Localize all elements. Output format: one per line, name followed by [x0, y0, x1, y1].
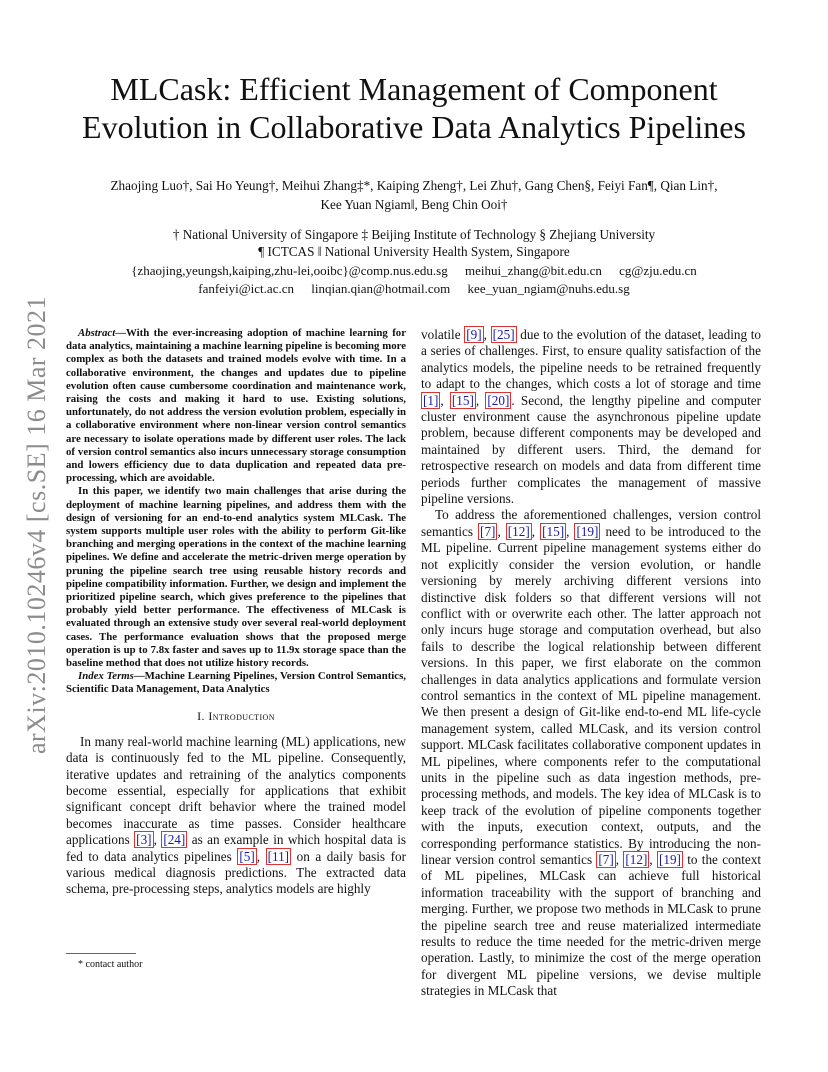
- text-run: ,: [475, 392, 486, 408]
- citation-link[interactable]: [5]: [239, 848, 255, 864]
- affiliation-line-2: ¶ ICTCAS ‖ National University Health System, Singapore: [258, 244, 570, 259]
- text-run: In many real-world machine learning (ML) applications, new data is continuously fed to the ML pipeline. Consequently, iterative updates and retraining of the analytics components become essential, especially for applications that exhibit significant concept drift behavior where the trained model becomes inaccurate as time passes. Consider healthcare applications: [66, 733, 406, 848]
- text-run: as an example in which hospital data is fed to data analytics pipelines: [66, 832, 406, 864]
- text-run: ,: [483, 327, 491, 342]
- section-number: I.: [197, 708, 209, 723]
- citation-link[interactable]: [7]: [598, 852, 614, 867]
- index-terms-label: Index Terms: [78, 670, 134, 683]
- text-run: ,: [649, 852, 657, 867]
- abstract: [66, 327, 406, 697]
- citation-link[interactable]: [12]: [625, 852, 648, 867]
- paper-title-line-1: MLCask: Efficient Management of Component: [110, 71, 718, 107]
- index-terms-text: —Machine Learning Pipelines, Version Control Semantics, Scientific Data Management, Data Analytics: [66, 670, 406, 696]
- abstract-text-1: —With the ever-increasing adoption of machine learning for data analytics, maintaining a machine learning pipeline is becoming more complex as both the datasets and trained models evolve with time. In a collaborative environment, the changes and updates due to pipeline evolution often cause cumbersome coordination and maintenance work, raising the costs and making it hard to use. Existing solutions, unfortunately, do not address the version evolution problem, especially in a collaborative environment where non-linear version control semantics are necessary to isolate operations made by different user roles. The lack of version control semantics also incurs unnecessary storage consumption and lowers efficiency due to data duplication and repeated data pre-processing, which are avoidable.: [66, 327, 406, 485]
- email: meihui_zhang@bit.edu.cn: [464, 263, 602, 278]
- left-column: [66, 327, 406, 898]
- email: linqian.qian@hotmail.com: [311, 280, 451, 296]
- text-run: ,: [615, 852, 624, 867]
- citation-link[interactable]: [19]: [658, 852, 681, 867]
- citation-link[interactable]: [3]: [136, 832, 152, 848]
- right-column: [421, 327, 761, 1000]
- text-run: due to the evolution of the dataset, leading to a series of challenges. First, to ensure quality satisfaction of the analytics models, the pipeline needs to be retrained frequently to adapt to the changes, which costs a lot of storage and time: [421, 327, 761, 392]
- citation-link[interactable]: [19]: [576, 523, 599, 539]
- email-list: [60, 262, 768, 297]
- intro-paragraph-right-1: [421, 327, 761, 507]
- citation-link[interactable]: [11]: [267, 848, 290, 864]
- index-terms: [66, 670, 406, 696]
- abstract-paragraph-2: In this paper, we identify two main challenges that arise during the deployment of machine learning pipelines, and address them with the design of versioning for an end-to-end analytics system MLCask. The system supports multiple user roles with the ability to perform Git-like branching and merging operations in the context of the machine learning pipelines. We define and accelerate the metric-driven merge operation by pruning the pipeline search tree using reusable history records and pipeline compatibility information. Further, we design and implement the prioritized pipeline search, which gives preference to the pipelines that probably yield better performance. The effectiveness of MLCask is evaluated through an extensive study over several real-world deployment cases. The performance evaluation shows that the proposed merge operation is up to 7.8x faster and saves up to 11.9x storage space than the baseline method that does not utilize history records.: [66, 485, 406, 670]
- text-run: need to be introduced to the ML pipeline. Current pipeline management systems either do not explicitly consider the version evolution, or handle versioning by merely archiving different versions into distinctive disk folders so that different versions will not conflict with or overwrite each other. The latter approach not only incurs huge storage and computation overhead, but also fails to describe the logical relationship between different versions. In this paper, we first elaborate on the common challenges in data analytics applications and formulate version control semantics in the context of ML pipeline management. We then present a design of Git-like end-to-end ML life-cycle management system, called MLCask, and its version control support. MLCask facilitates collaborative component updates in ML pipelines, where components refer to the computational units in the pipeline such as data ingestion methods, pre-processing methods, and models. The key idea of MLCask is to keep track of the evolution of pipeline components together with the inputs, execution context, outputs, and the corresponding performance statistics. By introducing the non-linear version control semantics: [421, 523, 762, 867]
- author-list: [60, 176, 768, 214]
- text-run: ,: [440, 392, 450, 408]
- paper-title: [60, 70, 768, 146]
- email: fanfeiyi@ict.ac.cn: [198, 280, 294, 296]
- email: {zhaojing,yeungsh,kaiping,zhu-lei,ooibc}@comp.nus.edu.sg: [131, 263, 448, 278]
- citation-link[interactable]: [20]: [487, 392, 510, 408]
- citation-link[interactable]: [7]: [480, 523, 496, 539]
- email: kee_yuan_ngiam@nuhs.edu.sg: [467, 280, 630, 296]
- email-row-1: [60, 262, 768, 280]
- intro-paragraph-left: [66, 734, 406, 898]
- citation-link[interactable]: [25]: [492, 327, 515, 342]
- abstract-label: Abstract: [78, 327, 116, 339]
- footnote-rule: [66, 953, 136, 954]
- citation-link[interactable]: [15]: [542, 523, 565, 539]
- intro-paragraph-right-2: [421, 507, 761, 999]
- text-run: ,: [531, 523, 541, 539]
- text-run: To address the aforementioned challenges, version control semantics: [421, 507, 761, 539]
- paper-title-line-2: Evolution in Collaborative Data Analytics Pipelines: [82, 109, 746, 145]
- section-heading-introduction: [66, 709, 406, 724]
- text-run: volatile: [421, 327, 465, 342]
- affiliations: [60, 226, 768, 260]
- citation-link[interactable]: [1]: [423, 392, 439, 408]
- section-title: Introduction: [208, 708, 275, 723]
- citation-link[interactable]: [15]: [451, 392, 474, 408]
- citation-link[interactable]: [12]: [507, 523, 530, 539]
- arxiv-stamp: [22, 290, 52, 760]
- citation-link[interactable]: [24]: [163, 832, 186, 848]
- text-run: on a daily basis for various medical diagnosis predictions. The extracted data schema, pre-processing steps, analytics models are highly: [66, 848, 407, 897]
- affiliation-line-1: † National University of Singapore ‡ Beijing Institute of Technology § Zhejiang University: [172, 227, 656, 242]
- text-run: ,: [566, 523, 575, 539]
- arxiv-stamp-text: arXiv:2010.10246v4 [cs.SE] 16 Mar 2021: [22, 295, 51, 755]
- text-run: ,: [153, 832, 162, 848]
- abstract-paragraph-1: [66, 327, 406, 485]
- text-run: ,: [256, 848, 266, 864]
- text-run: . Second, the lengthy pipeline and computer cluster environment cause the asynchronous pipeline update problem, because different components may be developed and maintained by different users. Third, the demand for retrospective research on models and data from different time periods further complicates the management of massive pipeline versions.: [421, 392, 762, 507]
- footnote: * contact author: [78, 959, 143, 970]
- citation-link[interactable]: [9]: [466, 327, 482, 342]
- text-run: to the context of ML pipelines, MLCask can achieve full historical information traceability with the support of branching and merging. Further, we propose two methods in MLCask to prune the pipeline search tree and reuse materialized intermediate results to reduce the time needed for the metric-driven merge operation. Lastly, to minimize the cost of the merge operation for divergent ML pipeline versions, we devise multiple strategies in MLCask that: [421, 852, 762, 999]
- text-run: ,: [497, 523, 506, 539]
- author-line-2: Kee Yuan Ngiam‖, Beng Chin Ooi†: [320, 197, 508, 212]
- email-row-2: [60, 280, 768, 298]
- author-line-1: Zhaojing Luo†, Sai Ho Yeung†, Meihui Zhang‡*, Kaiping Zheng†, Lei Zhu†, Gang Chen§, Feiyi Fan¶, Qian Lin†,: [110, 178, 718, 193]
- email: cg@zju.edu.cn: [619, 263, 697, 278]
